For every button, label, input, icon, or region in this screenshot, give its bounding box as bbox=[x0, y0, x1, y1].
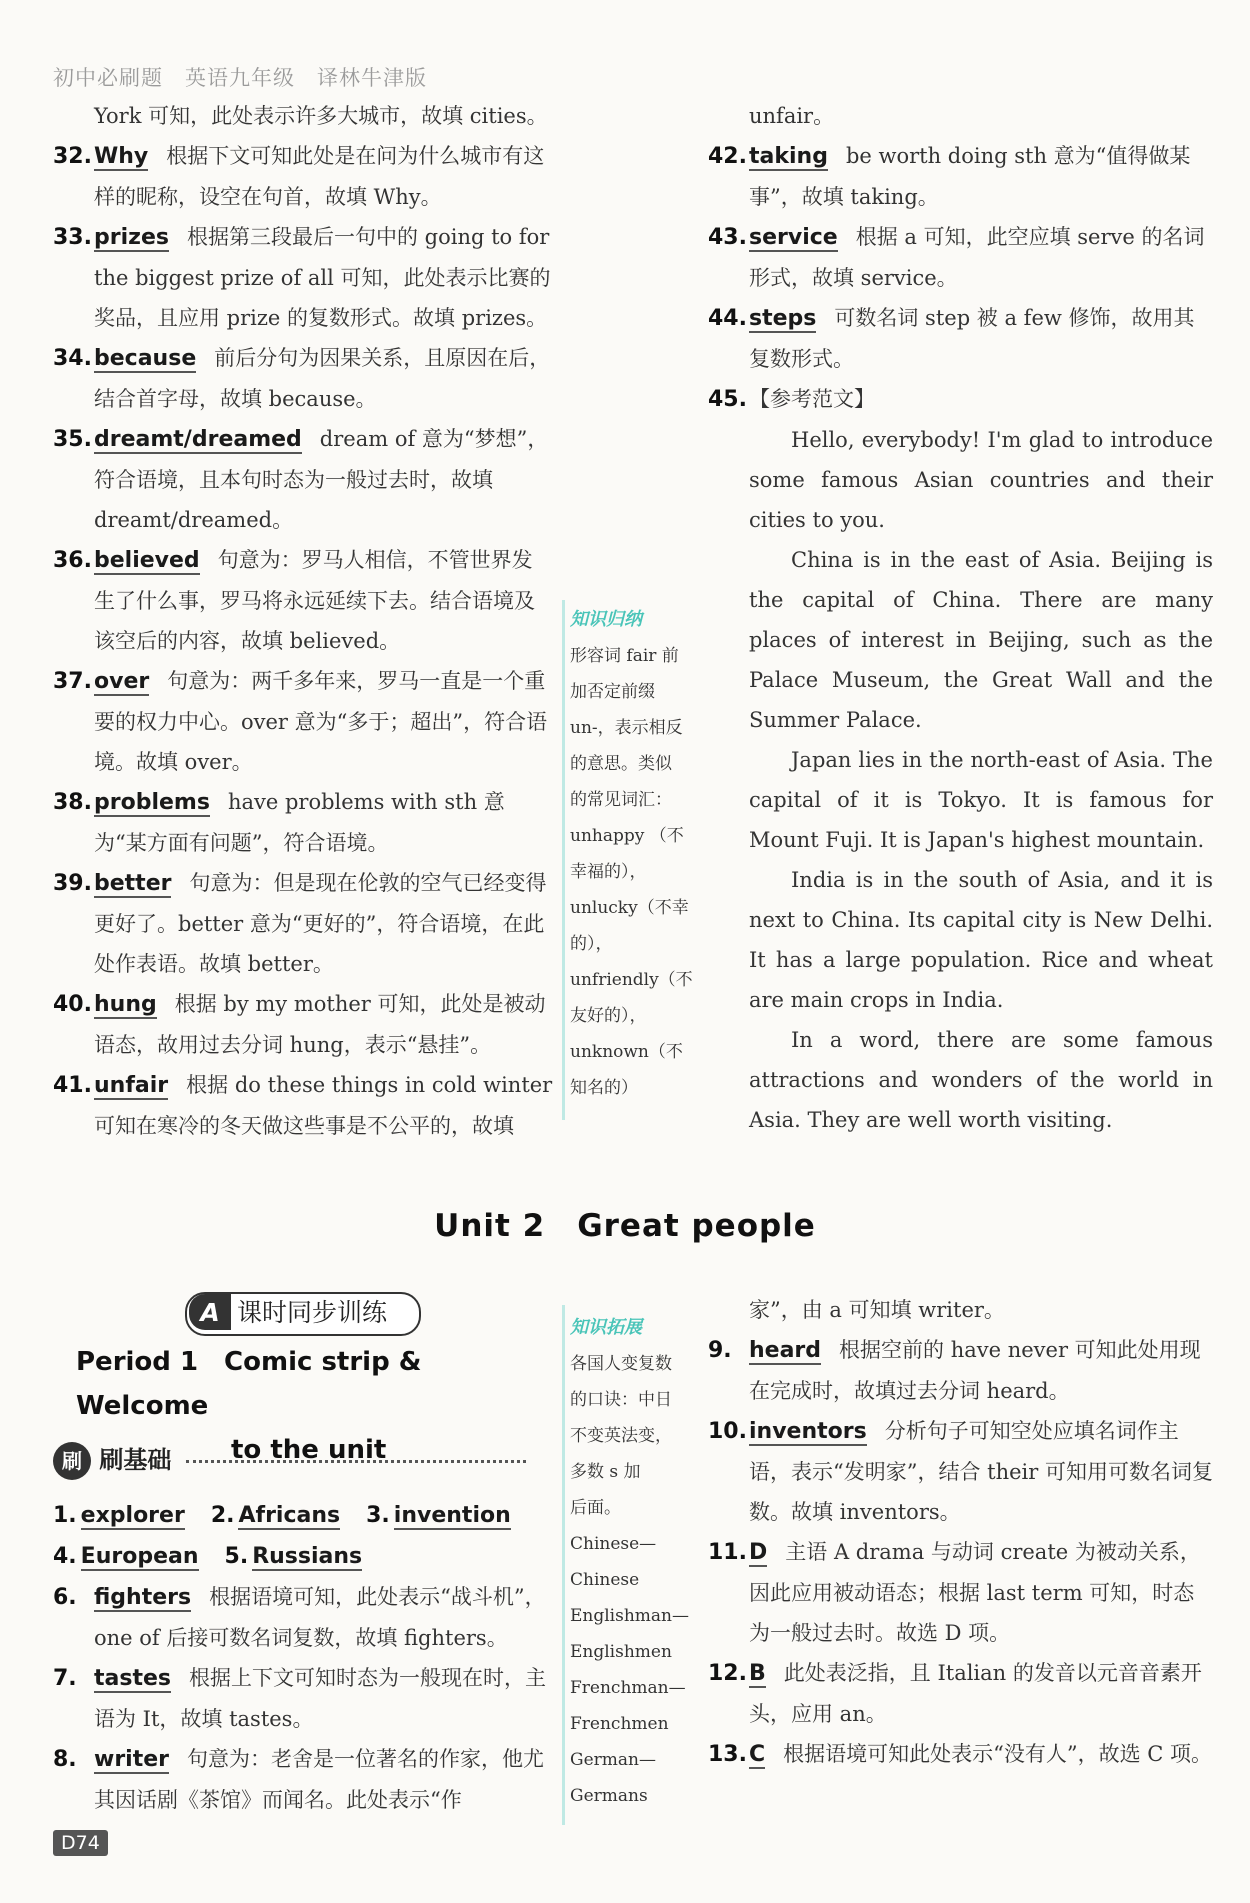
item-number: 41. bbox=[53, 1073, 92, 1098]
item-number: 12. bbox=[708, 1661, 747, 1686]
sidebar-title: 知识归纳 bbox=[570, 609, 642, 630]
sidebar-title: 知识拓展 bbox=[570, 1317, 642, 1338]
item-answer: service bbox=[749, 225, 838, 250]
item-number: 11. bbox=[708, 1540, 747, 1565]
item-explanation: 根据语境可知此处表示“没有人”，故选 C 项。 bbox=[783, 1742, 1213, 1766]
item-explanation: 句意为：罗马人相信，不管世界发生了什么事，罗马将永远延续下去。结合语境及该空后的内容，故填 believed。 bbox=[94, 548, 535, 653]
quick-answer-row bbox=[53, 1495, 553, 1536]
answer-item bbox=[708, 1330, 1213, 1411]
sidebar-line: Germans bbox=[570, 1786, 648, 1806]
sidebar-line: Chinese bbox=[570, 1570, 640, 1590]
answer-item bbox=[708, 1734, 1213, 1775]
item-explanation: 家”，由 a 可知填 writer。 bbox=[749, 1298, 1005, 1322]
model-essay bbox=[708, 420, 1213, 1140]
sidebar-line: unfriendly（不 bbox=[570, 970, 693, 990]
item-number: 3. bbox=[366, 1503, 390, 1528]
sidebar-line: 的意思。类似 bbox=[570, 754, 672, 774]
essay-paragraph: Hello, everybody! I'm glad to introduce some famous Asian countries and their cities to you. bbox=[749, 428, 1213, 532]
period-title-line1: Period 1 Comic strip & Welcome bbox=[76, 1347, 422, 1421]
sidebar-line: 的）， bbox=[570, 934, 613, 954]
essay-paragraph: China is in the east of Asia. Beijing is the capital of China. There are many places of interest in Beijing, such as the Palace Museum, the Great Wall and the Summer Palace. bbox=[749, 548, 1213, 732]
answer-item bbox=[53, 136, 553, 217]
item-number: 45. bbox=[708, 387, 747, 412]
answer-item bbox=[708, 96, 1213, 136]
item-answer: taking bbox=[749, 144, 828, 169]
item-answer: Why bbox=[94, 144, 149, 169]
item-answer: heard bbox=[749, 1338, 822, 1363]
sidebar-line: 加否定前缀 bbox=[570, 682, 655, 702]
item-answer: explorer bbox=[80, 1503, 185, 1528]
item-number: 44. bbox=[708, 306, 747, 331]
item-number: 32. bbox=[53, 144, 92, 169]
item-explanation: 根据 a 可知，此空应填 serve 的名词形式，故填 service。 bbox=[749, 225, 1205, 290]
basic-practice-label: 刷基础 bbox=[99, 1446, 172, 1474]
item-explanation: 根据下文可知此处是在问为什么城市有这样的昵称，设空在句首，故填 Why。 bbox=[94, 144, 545, 209]
basic-practice-heading bbox=[53, 1440, 553, 1484]
answer-item bbox=[708, 1653, 1213, 1734]
item-explanation: 根据语境可知，此处表示“战斗机”，one of 后接可数名词复数，故填 fighters。 bbox=[94, 1585, 546, 1650]
sidebar-line: Englishman— bbox=[570, 1606, 689, 1626]
item-answer: problems bbox=[94, 790, 210, 815]
answer-item bbox=[708, 217, 1213, 298]
item-answer: invention bbox=[393, 1503, 511, 1528]
sidebar-divider bbox=[562, 1305, 565, 1825]
sidebar-line: Frenchman— bbox=[570, 1678, 686, 1698]
knowledge-summary-sidebar bbox=[570, 602, 700, 1106]
item-explanation: 主语 A drama 与动词 create 为被动关系，因此应用被动语态；根据 last term 可知，时态为一般过去时。故选 D 项。 bbox=[749, 1540, 1201, 1645]
sidebar-line: 的常见词汇： bbox=[570, 790, 672, 810]
sidebar-line: 知名的） bbox=[570, 1078, 638, 1098]
item-number: 1. bbox=[53, 1503, 77, 1528]
banner-letter: A bbox=[189, 1294, 231, 1330]
right-column-top bbox=[708, 96, 1213, 1140]
item-number: 42. bbox=[708, 144, 747, 169]
answer-item bbox=[708, 136, 1213, 217]
item-explanation: 句意为：但是现在伦敦的空气已经变得更好了。better 意为“更好的”，符合语境，在此处作表语。故填 better。 bbox=[94, 871, 547, 976]
sidebar-line: 友好的）， bbox=[570, 1006, 647, 1026]
item-number: 43. bbox=[708, 225, 747, 250]
section-banner bbox=[185, 1292, 421, 1336]
item-explanation: unfair。 bbox=[749, 104, 835, 128]
item-explanation: 根据 by my mother 可知，此处是被动语态，故用过去分词 hung，表示“悬挂”。 bbox=[94, 992, 546, 1057]
item-explanation: 根据第三段最后一句中的 going to for the biggest prize of all 可知，此处表示比赛的奖品，且应用 prize 的复数形式。故填 prizes。 bbox=[94, 225, 551, 330]
item-answer: because bbox=[94, 346, 197, 371]
left-column-bottom bbox=[53, 1495, 553, 1820]
brush-icon: 刷 bbox=[53, 1442, 91, 1480]
item-number: 4. bbox=[53, 1544, 77, 1569]
sidebar-line: Frenchmen bbox=[570, 1714, 669, 1734]
sidebar-line: 的口诀：中日 bbox=[570, 1390, 672, 1410]
item-number: 35. bbox=[53, 427, 92, 452]
item-number: 9. bbox=[708, 1338, 732, 1363]
item-explanation: 可数名词 step 被 a few 修饰，故用其复数形式。 bbox=[749, 306, 1195, 371]
item-answer: writer bbox=[94, 1747, 170, 1772]
answer-item bbox=[53, 217, 553, 338]
item-answer: prizes bbox=[94, 225, 169, 250]
sidebar-line: 多数 s 加 bbox=[570, 1462, 641, 1482]
sidebar-line: unknown（不 bbox=[570, 1042, 683, 1062]
answer-item bbox=[708, 379, 1213, 420]
item-explanation: York 可知，此处表示许多大城市，故填 cities。 bbox=[94, 104, 548, 128]
sidebar-line: 幸福的）， bbox=[570, 862, 647, 882]
item-explanation: 分析句子可知空处应填名词作主语，表示“发明家”，结合 their 可知用可数名词复数。故填 inventors。 bbox=[749, 1419, 1213, 1524]
item-answer: over bbox=[94, 669, 150, 694]
item-answer: fighters bbox=[94, 1585, 192, 1610]
quick-answers bbox=[53, 1495, 553, 1577]
item-number: 36. bbox=[53, 548, 92, 573]
item-explanation: 句意为：老舍是一位著名的作家，他尤其因话剧《茶馆》而闻名。此处表示“作 bbox=[94, 1747, 545, 1812]
answer-item bbox=[53, 1658, 553, 1739]
sidebar-line: 形容词 fair 前 bbox=[570, 646, 679, 666]
item-answer: steps bbox=[749, 306, 817, 331]
answer-item bbox=[53, 984, 553, 1065]
dotted-rule bbox=[186, 1460, 526, 1463]
item-number: 39. bbox=[53, 871, 92, 896]
item-explanation: 前后分句为因果关系，且原因在后，结合首字母，故填 because。 bbox=[94, 346, 551, 411]
item-number: 13. bbox=[708, 1742, 747, 1767]
sidebar-divider bbox=[562, 600, 565, 1120]
answer-item bbox=[53, 1739, 553, 1820]
answer-item bbox=[53, 540, 553, 661]
item-answer: better bbox=[94, 871, 172, 896]
sidebar-line: Englishmen bbox=[570, 1642, 672, 1662]
item-answer: believed bbox=[94, 548, 200, 573]
item-answer: C bbox=[749, 1742, 766, 1767]
item-number: 34. bbox=[53, 346, 92, 371]
item-number: 38. bbox=[53, 790, 92, 815]
item-explanation: 句意为：两千多年来，罗马一直是一个重要的权力中心。over 意为“多于；超出”，符合语境。故填 over。 bbox=[94, 669, 548, 774]
sidebar-line: 不变英法变， bbox=[570, 1426, 672, 1446]
item-answer: tastes bbox=[94, 1666, 171, 1691]
answer-item bbox=[53, 1577, 553, 1658]
item-number: 6. bbox=[53, 1585, 77, 1610]
answer-item bbox=[53, 419, 553, 540]
item-explanation: have problems with sth 意为“某方面有问题”，符合语境。 bbox=[94, 790, 505, 855]
right-column-bottom bbox=[708, 1290, 1213, 1775]
banner-text: 课时同步训练 bbox=[237, 1298, 388, 1327]
item-explanation: 根据空前的 have never 可知此处用现在完成时，故填过去分词 heard。 bbox=[749, 1338, 1201, 1403]
page-number: D74 bbox=[53, 1830, 108, 1856]
sidebar-line: 后面。 bbox=[570, 1498, 621, 1518]
item-explanation: 根据上下文可知时态为一般现在时，主语为 It，故填 tastes。 bbox=[94, 1666, 546, 1731]
item-number: 5. bbox=[224, 1544, 249, 1569]
knowledge-extension-sidebar bbox=[570, 1310, 700, 1814]
item-number: 2. bbox=[210, 1503, 235, 1528]
left-column-top bbox=[53, 96, 553, 1146]
sidebar-line: 各国人变复数 bbox=[570, 1354, 672, 1374]
item-number: 8. bbox=[53, 1747, 77, 1772]
item-answer: Russians bbox=[252, 1544, 363, 1569]
answer-item bbox=[53, 661, 553, 782]
item-answer: European bbox=[80, 1544, 199, 1569]
quick-answer-row bbox=[53, 1536, 553, 1577]
item-explanation: 根据 do these things in cold winter 可知在寒冷的冬天做这些事是不公平的，故填 bbox=[94, 1073, 553, 1138]
item-number: 7. bbox=[53, 1666, 77, 1691]
item-explanation: 此处表泛指，且 Italian 的发音以元音音素开头，应用 an。 bbox=[749, 1661, 1202, 1726]
item-answer: inventors bbox=[749, 1419, 867, 1444]
essay-paragraph: India is in the south of Asia, and it is next to China. Its capital city is New Delhi. It has a large population. Rice and wheat are main crops in India. bbox=[749, 868, 1213, 1012]
sidebar-line: Chinese— bbox=[570, 1534, 657, 1554]
answer-item bbox=[708, 1532, 1213, 1653]
item-answer: Africans bbox=[238, 1503, 341, 1528]
sidebar-line: unhappy （不 bbox=[570, 826, 684, 846]
item-answer: dreamt/dreamed bbox=[94, 427, 302, 452]
answer-item bbox=[708, 298, 1213, 379]
unit-title: Unit 2 Great people bbox=[434, 1208, 816, 1244]
essay-paragraph: Japan lies in the north-east of Asia. The capital of it is Tokyo. It is famous for Mount Fuji. It is Japan's highest mountain. bbox=[749, 748, 1213, 852]
item-answer: D bbox=[749, 1540, 768, 1565]
sidebar-line: German— bbox=[570, 1750, 656, 1770]
item-answer: B bbox=[749, 1661, 766, 1686]
item-explanation: 【参考范文】 bbox=[749, 387, 875, 411]
item-answer: hung bbox=[94, 992, 157, 1017]
sidebar-line: un-，表示相反 bbox=[570, 718, 683, 738]
item-explanation: be worth doing sth 意为“值得做某事”，故填 taking。 bbox=[749, 144, 1191, 209]
essay-paragraph: In a word, there are some famous attractions and wonders of the world in Asia. They are well worth visiting. bbox=[749, 1028, 1213, 1132]
item-number: 40. bbox=[53, 992, 92, 1017]
answer-item bbox=[708, 1290, 1213, 1330]
answer-item bbox=[53, 782, 553, 863]
item-number: 37. bbox=[53, 669, 92, 694]
answer-item bbox=[53, 1065, 553, 1146]
answer-item bbox=[53, 863, 553, 984]
item-answer: unfair bbox=[94, 1073, 169, 1098]
answer-item bbox=[53, 338, 553, 419]
running-header: 初中必刷题 英语九年级 译林牛津版 bbox=[53, 66, 427, 90]
answer-item bbox=[708, 1411, 1213, 1532]
sidebar-line: unlucky（不幸 bbox=[570, 898, 689, 918]
item-number: 10. bbox=[708, 1419, 747, 1444]
period-title-line2: to the unit bbox=[231, 1435, 387, 1465]
item-number: 33. bbox=[53, 225, 92, 250]
answer-item bbox=[53, 96, 553, 136]
item-explanation: dream of 意为“梦想”，符合语境，且本句时态为一般过去时，故填 dreamt/dreamed。 bbox=[94, 427, 549, 532]
